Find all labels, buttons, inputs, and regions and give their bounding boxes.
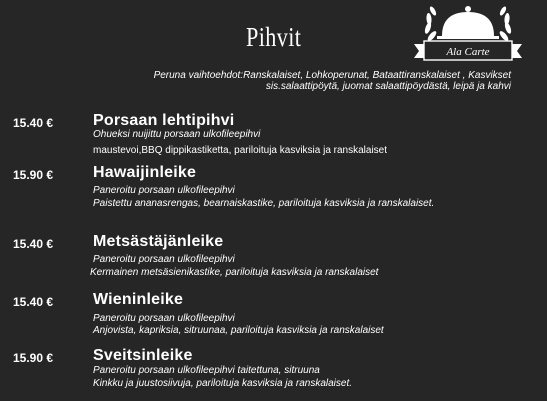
item-price: 15.40 € <box>13 237 54 251</box>
item-accompaniments: Anjovista, kapriksia, sitruunaa, pariloituja kasviksia ja ranskalaiset <box>93 325 384 336</box>
item-accompaniments: Paistettu ananasrengas, bearnaiskastike, pariloituja kasviksia ja ranskalaiset. <box>93 198 435 209</box>
item-accompaniments: maustevoi,BBQ dippikastiketta, pariloituja kasviksia ja ranskalaiset <box>93 145 388 156</box>
item-description: Paneroitu porsaan ulkofileepihvi <box>93 313 235 324</box>
item-price: 15.90 € <box>13 351 54 365</box>
cloche-logo <box>410 2 526 68</box>
item-name: Porsaan lehtipihvi <box>93 112 235 129</box>
item-name: Hawaijinleike <box>93 164 197 181</box>
item-description: Paneroitu porsaan ulkofileepihvi <box>93 185 235 196</box>
item-description: Paneroitu porsaan ulkofileepihvi <box>93 254 235 265</box>
item-price: 15.40 € <box>13 295 54 309</box>
item-accompaniments: Kermainen metsäsienikastike, pariloituja kasviksia ja ranskalaiset <box>90 267 379 278</box>
item-name: Wieninleike <box>93 291 184 308</box>
item-description: Paneroitu porsaan ulkofileepihvi taitettuna, sitruuna <box>93 365 320 376</box>
item-name: Metsästäjänleike <box>93 233 224 250</box>
page-title: Pihvit <box>246 22 302 52</box>
logo-text: Ala Carte <box>446 46 490 58</box>
laurel-right-icon <box>498 6 512 43</box>
laurel-left-icon <box>424 6 438 43</box>
item-name: Sveitsinleike <box>93 347 193 364</box>
item-accompaniments: Kinkku ja juustosiivuja, pariloituja kasviksia ja ranskalaiset. <box>93 378 353 389</box>
item-description: Ohueksi nuijittu porsaan ulkofileepihvi <box>93 129 261 140</box>
item-price: 15.90 € <box>13 168 54 182</box>
potato-options-note: Peruna vaihtoehdot:Ranskalaiset, Lohkoperunat, Bataattiranskalaiset , Kasvikset sis.salaattipöytä, juomat salaattipöydästä, leipä ja kahvi <box>153 70 511 92</box>
cloche-icon <box>437 6 499 39</box>
item-price: 15.40 € <box>13 116 54 130</box>
